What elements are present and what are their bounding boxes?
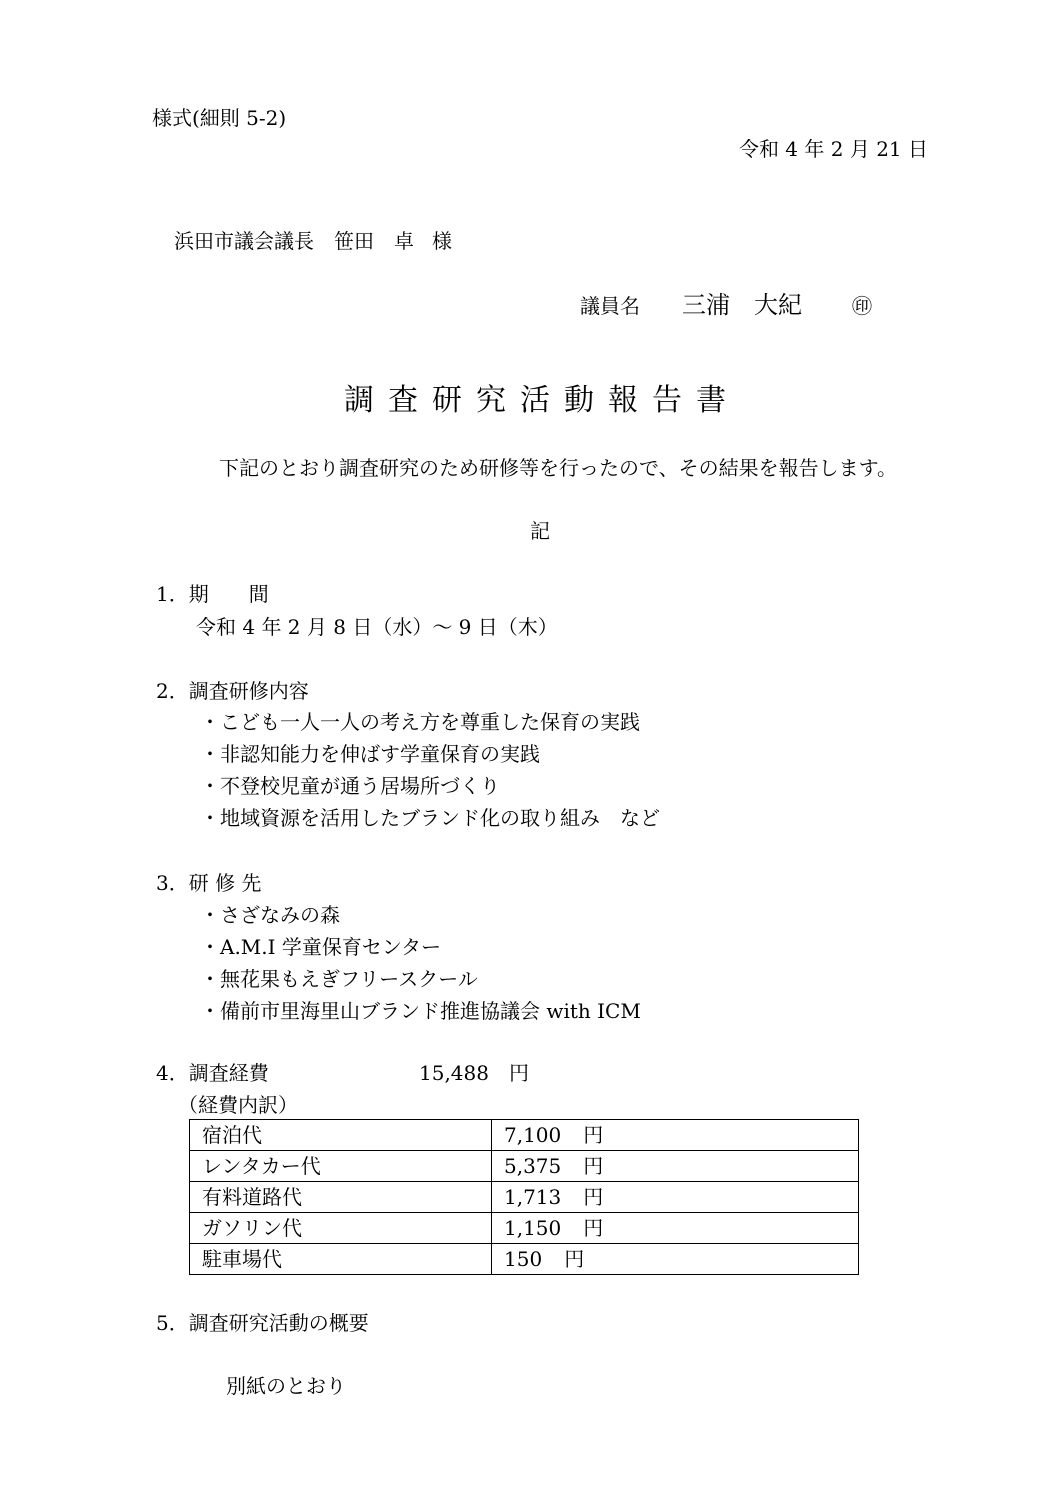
cost-amount: 7,100 bbox=[504, 1123, 562, 1147]
section-number: 4． bbox=[156, 1061, 189, 1085]
table-row bbox=[190, 1244, 859, 1275]
cost-amount-cell bbox=[492, 1182, 859, 1213]
cost-item: 有料道路代 bbox=[190, 1182, 492, 1213]
cost-amount-cell bbox=[492, 1213, 859, 1244]
cost-item: 駐車場代 bbox=[190, 1244, 492, 1275]
cost-amount: 150 bbox=[504, 1247, 543, 1271]
list-item: ・無花果もえぎフリースクール bbox=[200, 967, 478, 991]
list-item: ・非認知能力を伸ばす学童保育の実践 bbox=[200, 742, 540, 766]
breakdown-label: （経費内訳） bbox=[178, 1093, 298, 1117]
list-item: ・備前市里海里山ブランド推進協議会 with ICM bbox=[200, 999, 641, 1023]
cost-amount: 5,375 bbox=[504, 1154, 562, 1178]
cost-amount: 1,150 bbox=[504, 1216, 562, 1240]
section-title: 調査研究活動の概要 bbox=[188, 1311, 369, 1335]
table-row bbox=[190, 1151, 859, 1182]
section-cost-heading bbox=[156, 1063, 269, 1083]
section-content-heading bbox=[156, 681, 309, 701]
member-name: 三浦 大紀 bbox=[682, 291, 802, 319]
cost-unit: 円 bbox=[583, 1216, 604, 1240]
cost-amount-cell bbox=[492, 1244, 859, 1275]
cost-item: ガソリン代 bbox=[190, 1213, 492, 1244]
cost-amount: 1,713 bbox=[504, 1185, 562, 1209]
list-item: ・A.M.I 学童保育センター bbox=[200, 935, 442, 959]
list-item: ・こども一人一人の考え方を尊重した保育の実践 bbox=[200, 710, 640, 734]
list-item: ・地域資源を活用したブランド化の取り組み など bbox=[200, 806, 660, 830]
cost-total: 15,488 円 bbox=[419, 1061, 529, 1085]
report-date: 令和 4 年 2 月 21 日 bbox=[738, 137, 928, 161]
table-row bbox=[190, 1213, 859, 1244]
section-title: 調査経費 bbox=[188, 1061, 269, 1085]
section-title: 研 修 先 bbox=[188, 871, 262, 895]
intro-text: 下記のとおり調査研究のため研修等を行ったので、その結果を報告します。 bbox=[219, 456, 897, 480]
section-number: 2． bbox=[156, 679, 189, 703]
cost-unit: 円 bbox=[583, 1185, 604, 1209]
addressee bbox=[174, 231, 452, 251]
list-item: ・不登校児童が通う居場所づくり bbox=[200, 774, 500, 798]
form-id: 様式(細則 5-2) bbox=[152, 106, 287, 130]
document-title: 調査研究活動報告書 bbox=[344, 383, 740, 418]
cost-unit: 円 bbox=[583, 1154, 604, 1178]
section-period-heading bbox=[156, 584, 269, 604]
period-value: 令和 4 年 2 月 8 日（水）～ 9 日（木） bbox=[196, 615, 558, 639]
table-row bbox=[190, 1182, 859, 1213]
summary-value: 別紙のとおり bbox=[226, 1374, 346, 1398]
table-row bbox=[190, 1120, 859, 1151]
section-number: 3． bbox=[156, 871, 189, 895]
section-title: 期 間 bbox=[188, 582, 269, 606]
addressee-name: 浜田市議会議長 笹田 卓 bbox=[174, 229, 414, 253]
ki-marker: 記 bbox=[530, 519, 550, 543]
section-number: 1． bbox=[156, 582, 189, 606]
cost-item: レンタカー代 bbox=[190, 1151, 492, 1182]
member-line bbox=[580, 293, 872, 317]
section-summary-heading bbox=[156, 1313, 369, 1333]
section-title: 調査研修内容 bbox=[188, 679, 309, 703]
cost-breakdown-table bbox=[189, 1119, 859, 1275]
member-label: 議員名 bbox=[580, 294, 640, 318]
cost-item: 宿泊代 bbox=[190, 1120, 492, 1151]
addressee-honorific: 様 bbox=[432, 229, 452, 253]
section-destinations-heading bbox=[156, 873, 261, 893]
cost-amount-cell bbox=[492, 1151, 859, 1182]
section-number: 5． bbox=[156, 1311, 189, 1335]
cost-unit: 円 bbox=[583, 1123, 604, 1147]
cost-unit: 円 bbox=[564, 1247, 585, 1271]
list-item: ・さざなみの森 bbox=[200, 903, 340, 927]
cost-amount-cell bbox=[492, 1120, 859, 1151]
seal-mark: ㊞ bbox=[852, 294, 872, 318]
